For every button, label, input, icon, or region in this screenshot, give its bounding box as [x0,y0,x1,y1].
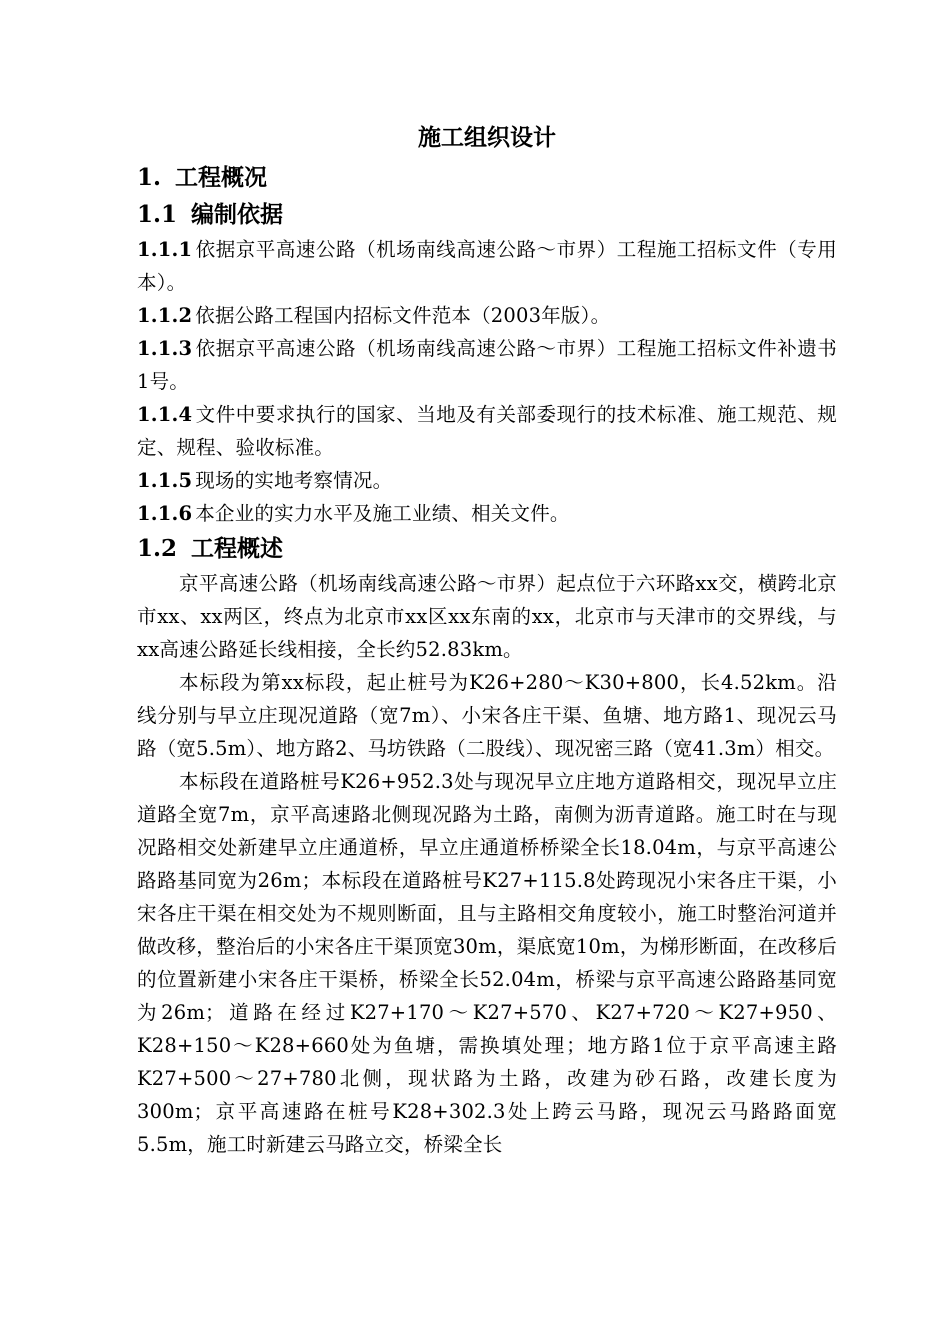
section-number: 1.2 [137,535,178,562]
item-label: 1.1.6 [137,502,193,525]
basis-item [137,464,837,497]
item-label: 1.1.3 [137,337,193,360]
section-heading-1-2 [137,531,837,567]
item-text: 现场的实地考察情况。 [195,469,393,492]
basis-item [137,233,837,299]
section-title: 编制依据 [191,201,284,228]
item-label: 1.1.2 [137,304,193,327]
section-number: 1. [137,164,162,191]
body-paragraph: 京平高速公路（机场南线高速公路～市界）起点位于六环路xx交，横跨北京市xx、xx两区，终点为北京市xx区xx东南的xx，北京市与天津市的交界线，与xx高速公路延长线相接，全长约52.83km。 [137,572,837,661]
basis-item [137,497,837,530]
item-text: 依据京平高速公路（机场南线高速公路～市界）工程施工招标文件（专用本）。 [137,238,837,294]
basis-item [137,332,837,398]
section-heading-1-1 [137,197,837,233]
section-title: 工程概述 [191,535,284,562]
item-text: 依据京平高速公路（机场南线高速公路～市界）工程施工招标文件补遗书1号。 [137,337,837,393]
item-text: 依据公路工程国内招标文件范本（2003年版）。 [195,304,611,327]
body-paragraph: 本标段为第xx标段，起止桩号为K26+280～K30+800，长4.52km。沿线分别与早立庄现况道路（宽7m）、小宋各庄干渠、鱼塘、地方路1、现况云马路（宽5.5m）、地方路2、马坊铁路（二股线）、现况密三路（宽41.3m）相交。 [137,671,837,760]
basis-item [137,299,837,332]
section-title: 工程概况 [175,164,268,191]
item-label: 1.1.4 [137,403,193,426]
basis-item [137,398,837,464]
document-title: 施工组织设计 [418,124,556,151]
item-text: 本企业的实力水平及施工业绩、相关文件。 [195,502,570,525]
section-heading-1 [137,160,837,196]
item-label: 1.1.1 [137,238,193,261]
body-paragraph: 本标段在道路桩号K26+952.3处与现况早立庄地方道路相交，现况早立庄道路全宽7m，京平高速路北侧现况路为土路，南侧为沥青道路。施工时在与现况路相交处新建早立庄通道桥，早立庄通道桥桥梁全长18.04m，与京平高速公路路基同宽为26m；本标段在道路桩号K27+115.8处跨现况小宋各庄干渠，小宋各庄干渠在相交处为不规则断面，且与主路相交角度较小，施工时整治河道并做改移，整治后的小宋各庄干渠顶宽30m，渠底宽10m，为梯形断面，在改移后的位置新建小宋各庄干渠桥，桥梁全长52.04m，桥梁与京平高速公路路基同宽为26m；道路在经过K27+170～K27+570、K27+720～K27+950、K28+150～K28+660处为鱼塘，需换填处理；地方路1位于京平高速主路K27+500～27+780北侧，现状路为土路，改建为砂石路，改建长度为300m；京平高速路在桩号K28+302.3处上跨云马路，现况云马路路面宽5.5m，施工时新建云马路立交，桥梁全长 [137,770,837,1156]
item-label: 1.1.5 [137,469,193,492]
document-page [137,118,837,1161]
item-text: 文件中要求执行的国家、当地及有关部委现行的技术标准、施工规范、规定、规程、验收标准。 [137,403,837,459]
section-number: 1.1 [137,201,178,228]
